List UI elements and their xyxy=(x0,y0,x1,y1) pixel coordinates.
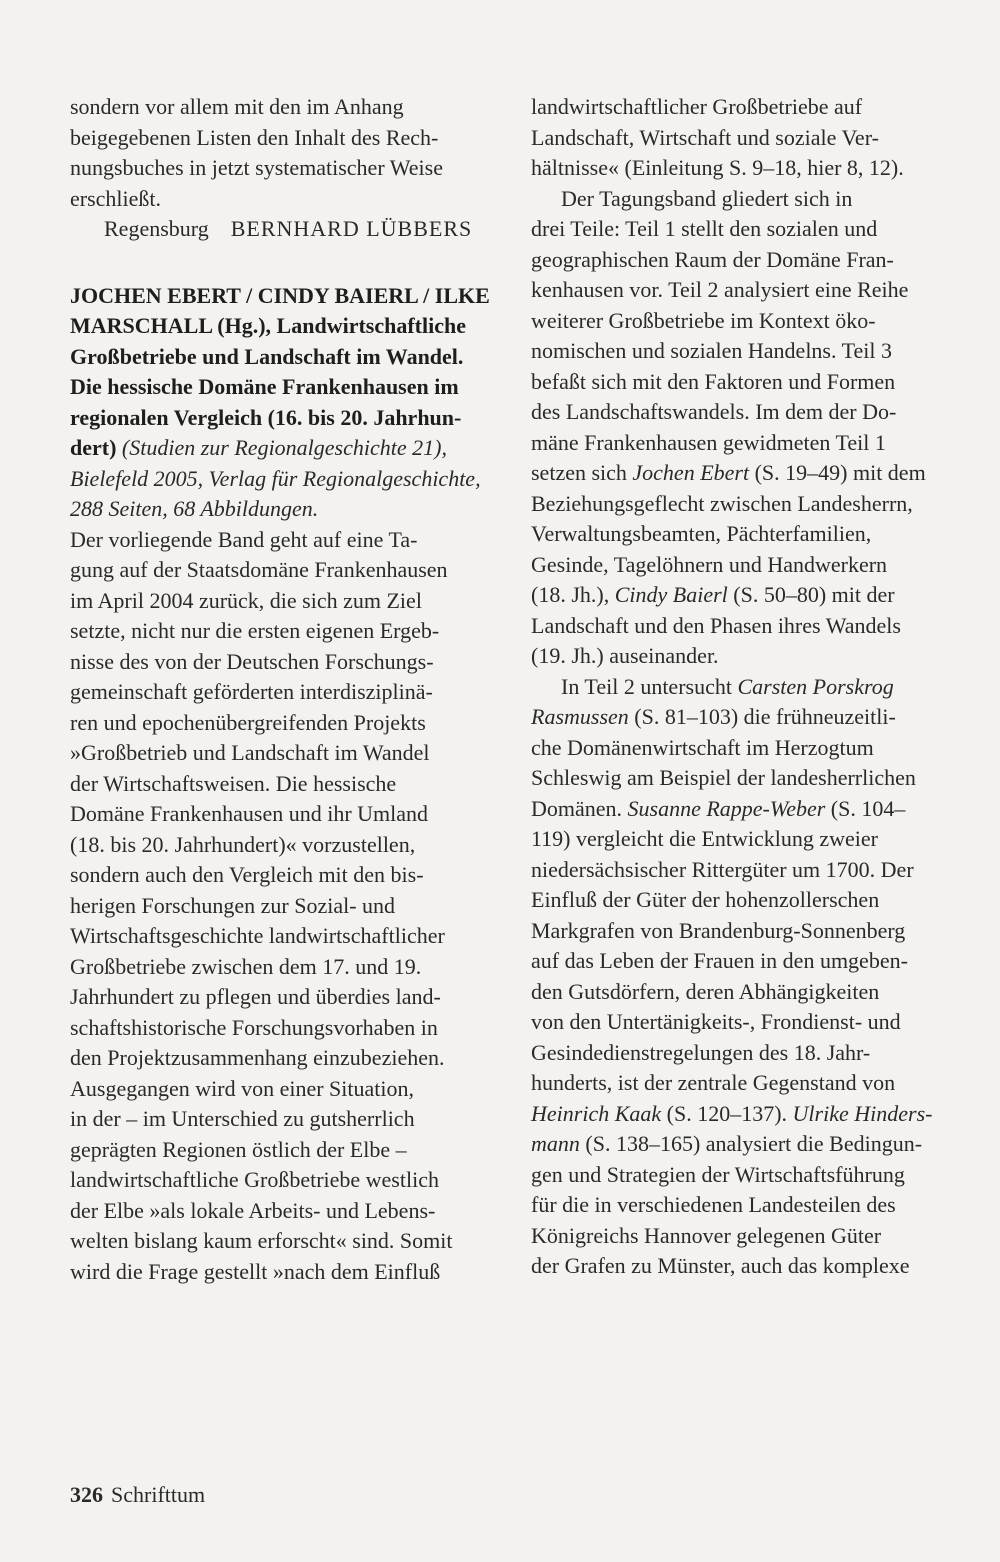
signature-author: BERNHARD LÜBBERS xyxy=(230,216,473,241)
body-line: Gesindedienstregelungen des 18. Jahr- xyxy=(531,1039,871,1065)
contributor-name: Carsten Porskrog xyxy=(737,673,894,699)
body-line: geographischen Raum der Domäne Fran- xyxy=(531,246,894,272)
body-line: der Wirtschaftsweisen. Die hessische xyxy=(70,770,397,796)
section-gap xyxy=(70,245,490,281)
body-line: Landschaft, Wirtschaft und soziale Ver- xyxy=(531,124,879,150)
body-line: Der Tagungsband gliedert sich in xyxy=(561,185,853,211)
contributor-name: Rasmussen xyxy=(531,704,629,729)
contributor-name: Heinrich Kaak xyxy=(531,1100,662,1126)
text-run: (S. 19–49) mit dem xyxy=(749,460,926,485)
body-line: Königreichs Hannover gelegenen Güter xyxy=(531,1222,882,1248)
contributor-name: Cindy Baierl xyxy=(614,582,728,607)
body-line: sondern auch den Vergleich mit den bis- xyxy=(70,862,424,887)
text-run: (S. 81–103) die frühneuzeitli- xyxy=(628,704,896,729)
body-line: für die in verschiedenen Landesteilen des xyxy=(531,1192,896,1217)
review-heading-line: regionalen Vergleich (16. bis 20. Jahrhun- xyxy=(70,404,462,430)
body-line xyxy=(531,458,957,489)
heading-tail: dert) xyxy=(70,435,117,460)
body-line xyxy=(531,1099,957,1130)
body-line: wird die Frage gestellt »nach dem Einfluß xyxy=(70,1258,441,1284)
review-heading-line: Großbetriebe und Landschaft im Wandel. xyxy=(70,343,464,369)
body-line: Jahrhundert zu pflegen und überdies land- xyxy=(70,984,441,1009)
text-run: In Teil 2 untersucht xyxy=(561,673,738,699)
body-line: von den Untertänigkeits-, Frondienst- und xyxy=(531,1009,901,1034)
text-line: beigegebenen Listen den Inhalt des Rech- xyxy=(70,124,439,150)
body-line: den Projektzusammenhang einzubeziehen. xyxy=(70,1045,445,1070)
contributor-name: Jochen Ebert xyxy=(632,460,750,485)
body-line: welten bislang kaum erforscht« sind. Somit xyxy=(70,1228,453,1253)
body-line: der Grafen zu Münster, auch das komplexe xyxy=(531,1253,910,1278)
body-line: landwirtschaftlicher Großbetriebe auf xyxy=(531,94,863,119)
contributor-name: Susanne Rappe-Weber xyxy=(627,795,826,821)
publication-info: Bielefeld 2005, Verlag für Regionalgeschichte, xyxy=(70,465,481,491)
text-run: (S. 120–137). xyxy=(661,1100,793,1126)
body-line: Schleswig am Beispiel der landesherrlichen xyxy=(531,765,916,790)
body-line: setzte, nicht nur die ersten eigenen Ergeb- xyxy=(70,618,440,643)
text-line: sondern vor allem mit den im Anhang xyxy=(70,94,404,119)
body-line: Großbetriebe zwischen dem 17. und 19. xyxy=(70,953,422,979)
body-line: in der – im Unterschied zu gutsherrlich xyxy=(70,1106,415,1131)
body-line: gung auf der Staatsdomäne Frankenhausen xyxy=(70,557,448,582)
text-run: (S. 138–165) analysiert die Bedingun- xyxy=(579,1131,923,1156)
text-run: Domänen. xyxy=(531,795,628,821)
review-heading-line: MARSCHALL (Hg.), Landwirtschaftliche xyxy=(70,313,466,338)
page-number: 326 xyxy=(70,1482,103,1507)
body-line: Der vorliegende Band geht auf eine Ta- xyxy=(70,526,418,552)
right-column xyxy=(531,92,957,1282)
body-line: befaßt sich mit den Faktoren und Formen xyxy=(531,368,896,394)
contributor-name: mann xyxy=(531,1131,580,1156)
body-line: (19. Jh.) auseinander. xyxy=(531,643,719,668)
body-line: Beziehungsgeflecht zwischen Landesherrn, xyxy=(531,490,913,516)
body-line: 119) vergleicht die Entwicklung zweier xyxy=(531,826,878,851)
body-line: niedersächsischer Rittergüter um 1700. Der xyxy=(531,856,914,882)
body-line xyxy=(531,1129,957,1160)
body-line: Landschaft und den Phasen ihres Wandels xyxy=(531,612,901,638)
contributor-name: Ulrike Hinders- xyxy=(792,1100,933,1126)
body-line: drei Teile: Teil 1 stellt den sozialen und xyxy=(531,216,878,241)
series-info: (Studien zur Regionalgeschichte 21), xyxy=(121,435,447,460)
text-run: (S. 50–80) mit der xyxy=(727,582,895,607)
text-run: setzen sich xyxy=(531,460,633,485)
body-line xyxy=(531,580,957,611)
body-line: Wirtschaftsgeschichte landwirtschaftlicher xyxy=(70,923,445,948)
body-line: (18. bis 20. Jahrhundert)« vorzustellen, xyxy=(70,831,416,857)
body-line: che Domänenwirtschaft im Herzogtum xyxy=(531,734,874,760)
body-line: mäne Frankenhausen gewidmeten Teil 1 xyxy=(531,429,886,455)
page-footer xyxy=(70,1482,205,1508)
body-line: gemeinschaft geförderten interdisziplinä- xyxy=(70,679,433,704)
text-run: (S. 104– xyxy=(825,795,906,821)
body-line xyxy=(531,672,957,703)
body-line: der Elbe »als lokale Arbeits- und Lebens- xyxy=(70,1197,436,1223)
section-title: Schrifttum xyxy=(111,1482,206,1507)
body-line: hunderts, ist der zentrale Gegenstand von xyxy=(531,1070,896,1095)
body-line: gen und Strategien der Wirtschaftsführung xyxy=(531,1161,905,1187)
body-line: Domäne Frankenhausen und ihr Umland xyxy=(70,801,429,826)
publication-info: 288 Seiten, 68 Abbildungen. xyxy=(70,496,319,521)
text-run: (18. Jh.), xyxy=(531,582,615,607)
body-line: geprägten Regionen östlich der Elbe – xyxy=(70,1136,407,1162)
body-line: schaftshistorische Forschungsvorhaben in xyxy=(70,1014,438,1040)
body-line: Gesinde, Tagelöhnern und Handwerkern xyxy=(531,551,888,577)
signature-place: Regensburg xyxy=(104,216,209,241)
body-line: des Landschaftswandels. Im dem der Do- xyxy=(531,399,897,424)
body-line: Markgrafen von Brandenburg-Sonnenberg xyxy=(531,917,906,943)
body-line: Verwaltungsbeamten, Pächterfamilien, xyxy=(531,521,872,546)
body-line: ren und epochenübergreifenden Projekts xyxy=(70,709,426,735)
text-line: erschließt. xyxy=(70,185,162,211)
review-heading-line: Die hessische Domäne Frankenhausen im xyxy=(70,374,459,399)
text-line: nungsbuches in jetzt systematischer Weise xyxy=(70,155,443,180)
body-line: im April 2004 zurück, die sich zum Ziel xyxy=(70,587,422,613)
review-heading-line: JOCHEN EBERT / CINDY BAIERL / ILKE xyxy=(70,282,490,308)
review-heading-line xyxy=(70,433,490,464)
body-line: kenhausen vor. Teil 2 analysiert eine Reihe xyxy=(531,277,909,302)
left-column xyxy=(70,92,490,1287)
body-line: herigen Forschungen zur Sozial- und xyxy=(70,892,396,918)
body-line: weiterer Großbetriebe im Kontext öko- xyxy=(531,307,876,333)
body-line: auf das Leben der Frauen in den umgeben- xyxy=(531,948,908,973)
body-line: Ausgegangen wird von einer Situation, xyxy=(70,1075,414,1101)
body-line xyxy=(531,702,957,733)
review-signature xyxy=(70,214,490,245)
body-line: landwirtschaftliche Großbetriebe westlich xyxy=(70,1167,439,1192)
body-line: Einfluß der Güter der hohenzollerschen xyxy=(531,887,880,912)
body-line: nomischen und sozialen Handelns. Teil 3 xyxy=(531,338,892,363)
body-line: hältnisse« (Einleitung S. 9–18, hier 8, 12). xyxy=(531,155,904,180)
body-line: nisse des von der Deutschen Forschungs- xyxy=(70,648,434,674)
body-line: den Gutsdörfern, deren Abhängigkeiten xyxy=(531,978,880,1004)
body-line: »Großbetrieb und Landschaft im Wandel xyxy=(70,740,430,765)
body-line xyxy=(531,794,957,825)
